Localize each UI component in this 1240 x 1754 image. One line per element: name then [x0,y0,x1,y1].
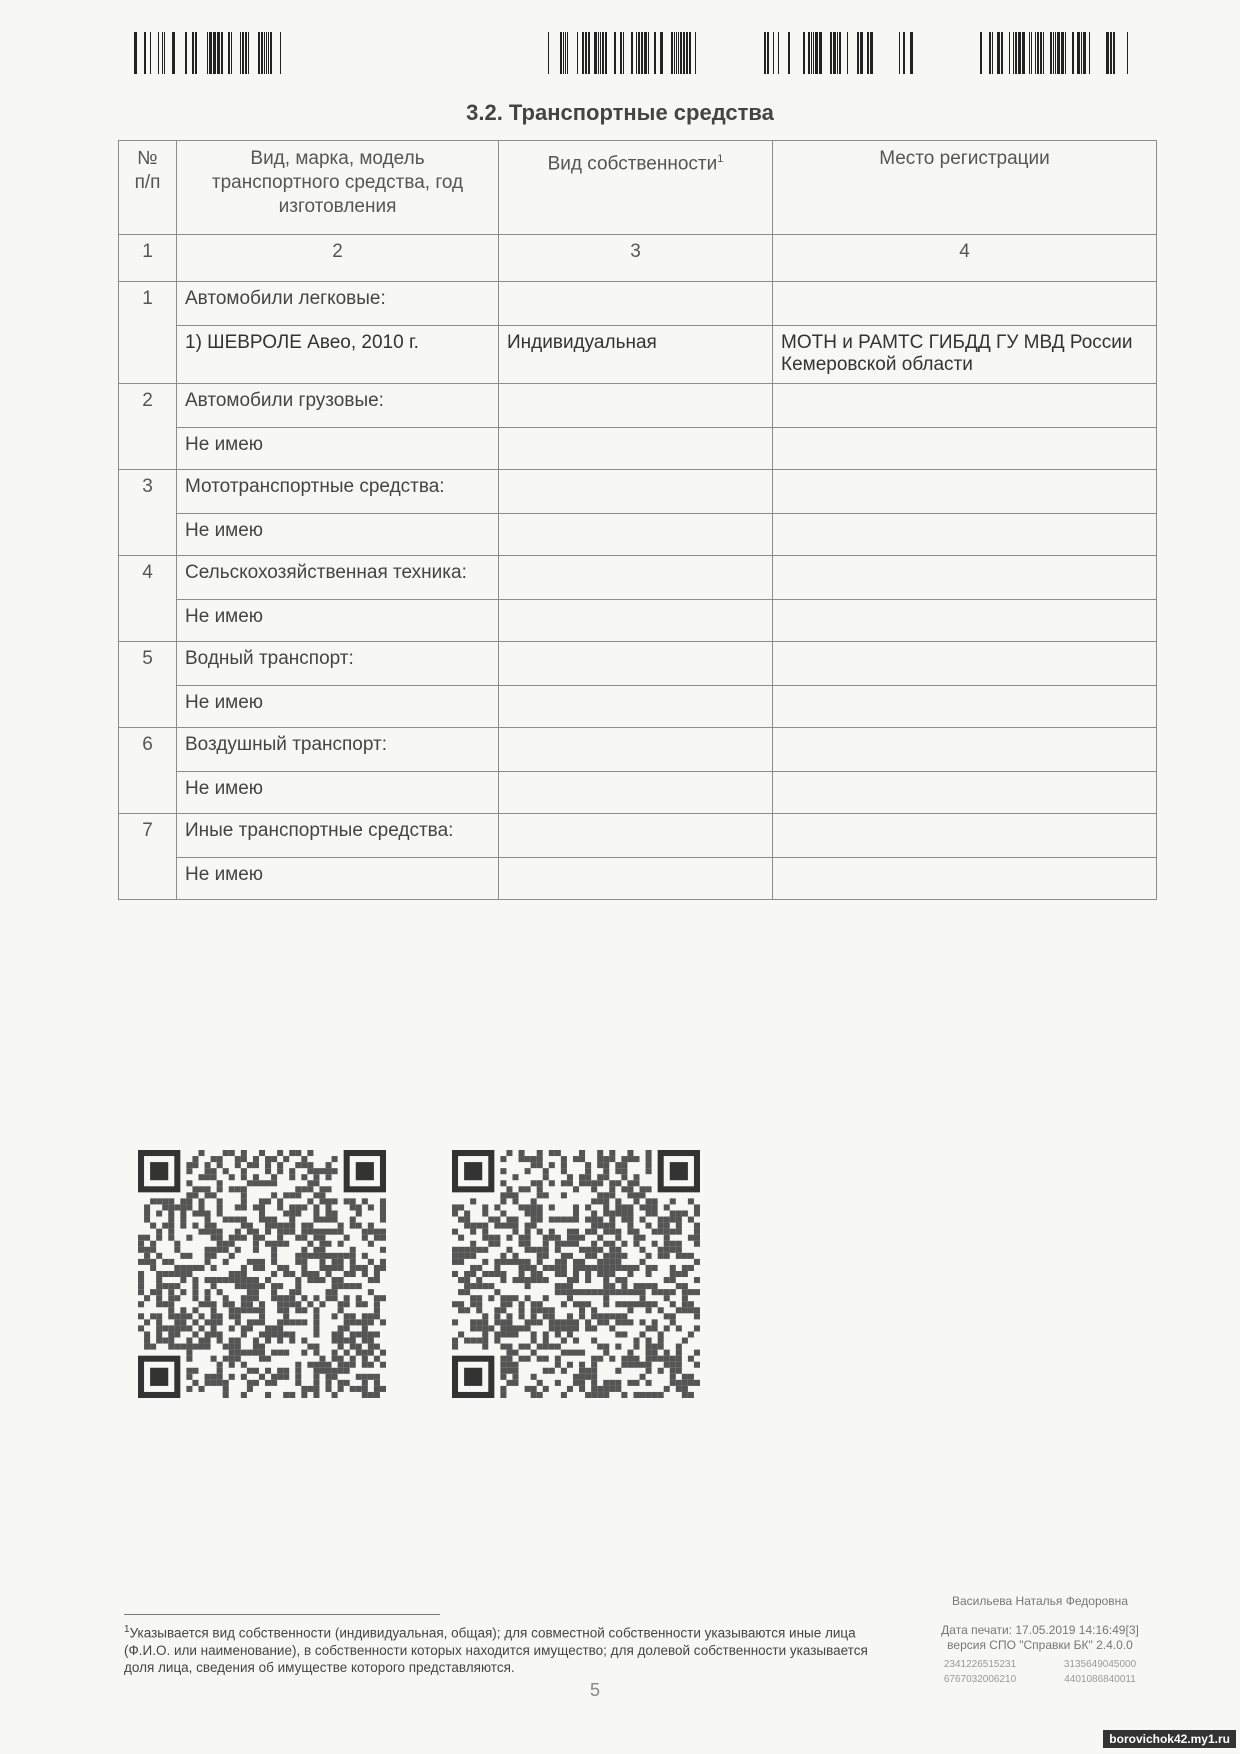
column-number: 2 [177,235,499,282]
barcode-4 [980,32,1132,74]
qr-code-2 [452,1150,700,1398]
group-number: 4 [119,556,177,642]
vehicle-row [119,772,1157,814]
vehicle-row [119,600,1157,642]
category-ownership-empty [499,728,773,772]
header-ownership [499,141,773,235]
column-number-row [119,235,1157,282]
registration-cell [773,428,1157,470]
vehicle-row [119,326,1157,384]
header-registration: Место регистрации [773,141,1157,235]
header-vehicle: Вид, марка, модель транспортного средства, год изготовления [177,141,499,235]
stamp-print-date: Дата печати: 17.05.2019 14:16:49[3] [941,1623,1139,1637]
category-row [119,470,1157,514]
category-registration-empty [773,384,1157,428]
column-number: 1 [119,235,177,282]
vehicle-cell: Не имею [177,428,499,470]
stamp-code: 6767032006210 [943,1674,1017,1685]
vehicle-row [119,686,1157,728]
page-title: 3.2. Транспортные средства [466,100,774,125]
ownership-cell: Индивидуальная [499,326,773,384]
watermark: borovichok42.my1.ru [1103,1730,1236,1748]
page-number: 5 [590,1680,601,1700]
stamp-code: 2341226515231 [943,1659,1017,1670]
category-registration-empty [773,728,1157,772]
ownership-cell [499,858,773,900]
registration-cell [773,772,1157,814]
registration-cell [773,514,1157,556]
group-number: 5 [119,642,177,728]
category-registration-empty [773,556,1157,600]
registration-cell [773,600,1157,642]
category-registration-empty [773,470,1157,514]
category-row [119,642,1157,686]
category-row [119,556,1157,600]
vehicle-row [119,514,1157,556]
category-ownership-empty [499,470,773,514]
header-num: № п/п [119,141,177,235]
group-number: 6 [119,728,177,814]
ownership-cell [499,428,773,470]
category-row [119,282,1157,326]
category-label: Воздушный транспорт: [177,728,499,772]
vehicle-cell: 1) ШЕВРОЛЕ Авео, 2010 г. [177,326,499,384]
vehicles-table [118,140,1157,900]
vehicle-row [119,858,1157,900]
category-label: Сельскохозяйственная техника: [177,556,499,600]
signature-stamp [920,1594,1160,1687]
category-ownership-empty [499,556,773,600]
vehicle-cell: Не имею [177,686,499,728]
barcode-3 [764,32,916,74]
category-registration-empty [773,814,1157,858]
ownership-cell [499,772,773,814]
ownership-cell [499,600,773,642]
barcode-1 [134,32,286,74]
footnote-divider [124,1614,440,1615]
registration-cell [773,686,1157,728]
footnote-mark: 1 [124,1624,130,1635]
stamp-code: 3135649045000 [1063,1659,1137,1670]
group-number: 1 [119,282,177,384]
group-number: 3 [119,470,177,556]
column-number: 4 [773,235,1157,282]
vehicle-cell: Не имею [177,772,499,814]
group-number: 2 [119,384,177,470]
barcode-2 [548,32,700,74]
category-row [119,814,1157,858]
footnote [124,1621,894,1676]
vehicle-row [119,428,1157,470]
column-number: 3 [499,235,773,282]
category-row [119,384,1157,428]
category-ownership-empty [499,814,773,858]
stamp-version: версия СПО "Справки БК" 2.4.0.0 [947,1638,1133,1652]
registration-cell: МОТН и РАМТС ГИБДД ГУ МВД России Кемеровской области [773,326,1157,384]
stamp-code: 4401086840011 [1064,1674,1136,1685]
vehicle-cell: Не имею [177,514,499,556]
ownership-cell [499,514,773,556]
vehicle-cell: Не имею [177,858,499,900]
qr-code-1 [138,1150,386,1398]
category-label: Автомобили грузовые: [177,384,499,428]
ownership-cell [499,686,773,728]
category-label: Иные транспортные средства: [177,814,499,858]
category-ownership-empty [499,384,773,428]
stamp-codes [920,1657,1160,1687]
category-label: Водный транспорт: [177,642,499,686]
category-label: Автомобили легковые: [177,282,499,326]
header-ownership-label: Вид собственности [547,153,718,175]
vehicle-cell: Не имею [177,600,499,642]
category-ownership-empty [499,282,773,326]
registration-cell [773,858,1157,900]
header-ownership-footnote-mark: 1 [717,153,724,165]
header-row [119,141,1157,235]
category-ownership-empty [499,642,773,686]
category-registration-empty [773,642,1157,686]
category-row [119,728,1157,772]
category-registration-empty [773,282,1157,326]
stamp-name: Васильева Наталья Федоровна [952,1594,1128,1608]
footnote-text: Указывается вид собственности (индивидуальная, общая); для совместной собственности указываются иные лица (Ф.И.О. или наименование), в собственности которых находится имущество; для долевой собственности указывается доля лица, сведения об имуществе которого представляются. [124,1625,868,1675]
category-label: Мототранспортные средства: [177,470,499,514]
group-number: 7 [119,814,177,900]
